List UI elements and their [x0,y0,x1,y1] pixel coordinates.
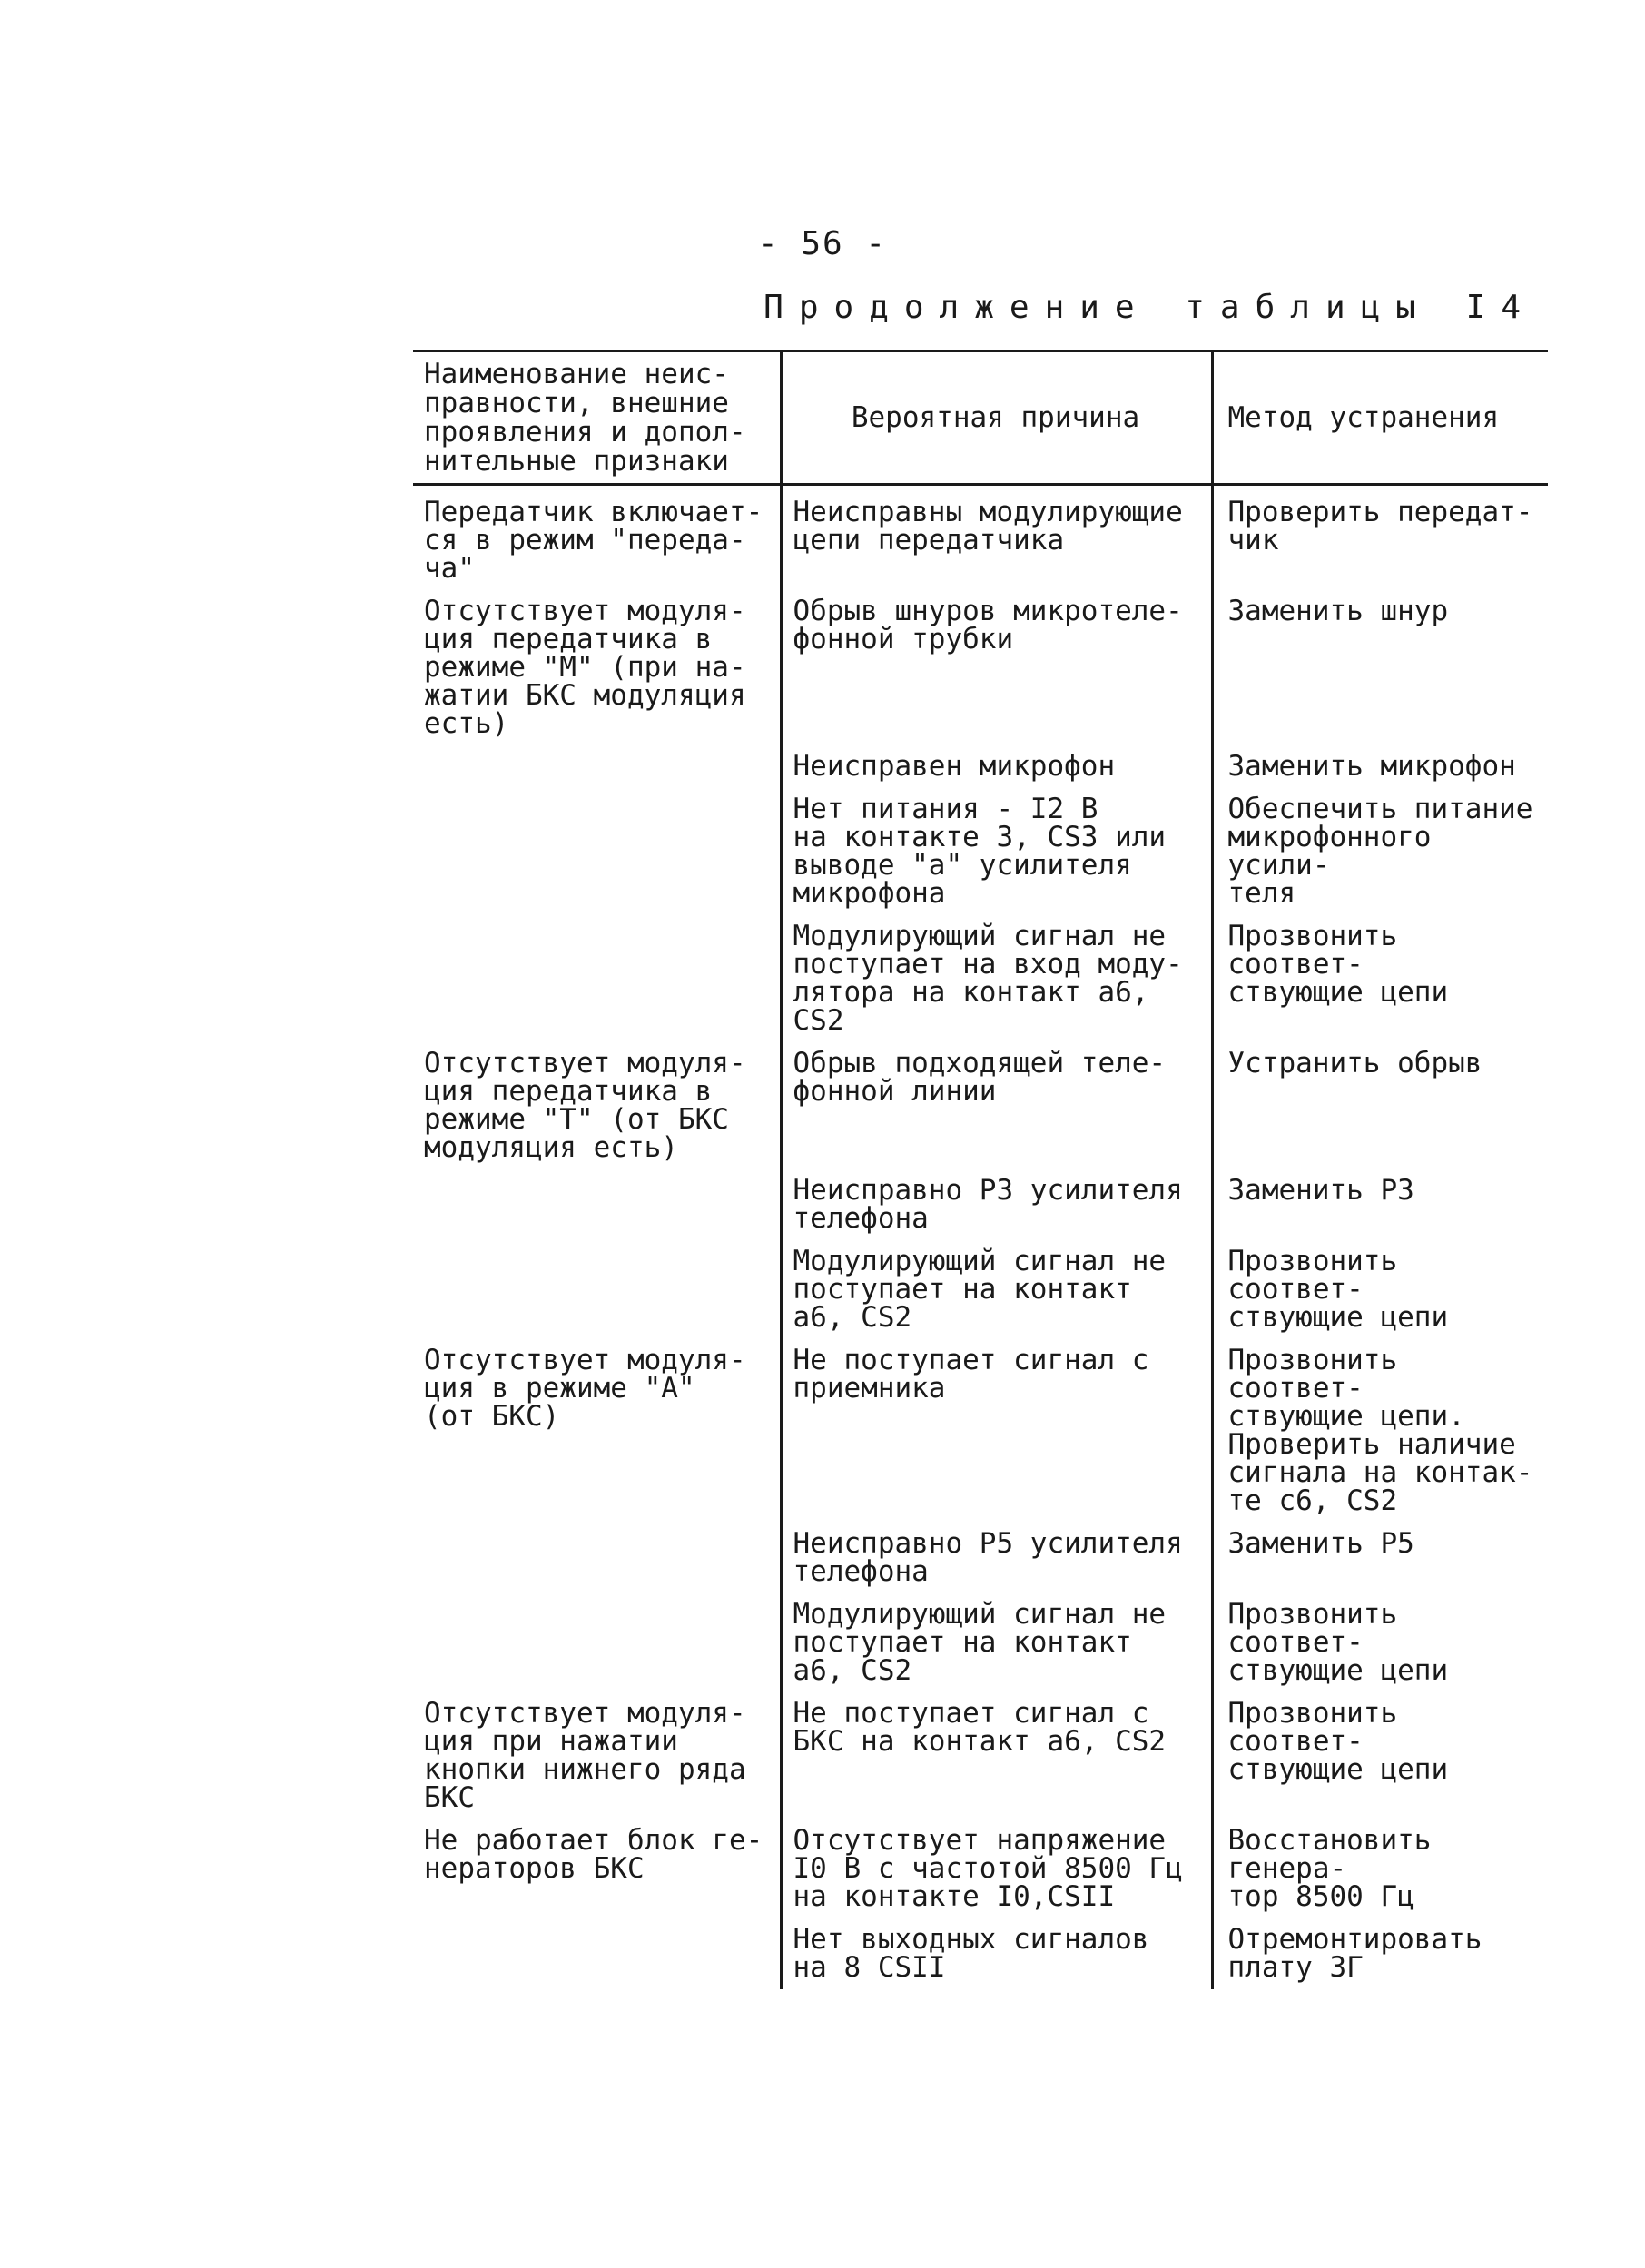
table-row [413,1523,1548,1593]
table-row [413,485,1548,591]
remedy-cell: Восстановить генера- тор 8500 Гц [1212,1819,1548,1918]
cause-cell: Отсутствует напряжение I0 В с частотой 8500 Гц на контакте I0,CSII [781,1819,1212,1918]
table-row [413,745,1548,788]
fault-cell [413,788,781,915]
remedy-cell: Устранить обрыв [1212,1042,1548,1169]
table-body [413,485,1548,1990]
header-fault-name: Наименование неис- правности, внешние проявления и допол- нительные признаки [413,351,781,485]
fault-cell [413,1169,781,1240]
fault-table [413,350,1548,1989]
remedy-cell: Заменить Р3 [1212,1169,1548,1240]
header-row [413,351,1548,485]
header-remedy-method: Метод устранения [1212,351,1548,485]
table-row [413,1692,1548,1819]
fault-cell [413,1240,781,1339]
remedy-cell: Отремонтировать плату ЗГ [1212,1918,1548,1989]
cause-cell: Модулирующий сигнал не поступает на контакт а6, CS2 [781,1593,1212,1692]
table-continuation-label: Продолжение таблицы I4 [763,289,1536,326]
fault-cell: Отсутствует модуля- ция при нажатии кнопки нижнего ряда БКС [424,1697,746,1814]
cause-cell: Модулирующий сигнал не поступает на вход моду- лятора на контакт а6, CS2 [781,915,1212,1042]
remedy-cell: Заменить шнур [1212,590,1548,745]
table-row [413,1918,1548,1989]
fault-cell: Передатчик включает- ся в режим "переда- ча" [424,496,763,585]
remedy-cell: Прозвонить соответ- ствующие цепи [1212,1240,1548,1339]
fault-cell [413,1523,781,1593]
cause-cell: Модулирующий сигнал не поступает на контакт а6, CS2 [781,1240,1212,1339]
remedy-cell: Заменить микрофон [1212,745,1548,788]
table-header [413,351,1548,485]
cause-cell: Неисправно Р3 усилителя телефона [781,1169,1212,1240]
remedy-cell: Прозвонить соответ- ствующие цепи. Проверить наличие сигнала на контак- те с6, CS2 [1212,1339,1548,1523]
fault-cell [413,915,781,1042]
remedy-cell: Заменить Р5 [1212,1523,1548,1593]
remedy-cell: Проверить передат- чик [1212,485,1548,591]
fault-cell [413,1918,781,1989]
fault-cell [413,1593,781,1692]
remedy-cell: Прозвонить соответ- ствующие цепи [1212,1692,1548,1819]
page-number: - 56 - [757,225,888,262]
fault-cell: Отсутствует модуля- ция передатчика в режиме "М" (при на- жатии БКС модуляция есть) [424,595,746,740]
table-row [413,590,1548,745]
cause-cell: Не поступает сигнал с приемника [781,1339,1212,1523]
remedy-cell: Обеспечить питание микрофонного усили- теля [1212,788,1548,915]
table-row [413,1240,1548,1339]
fault-cell: Отсутствует модуля- ция передатчика в режиме "Т" (от БКС модуляция есть) [424,1047,746,1164]
cause-cell: Обрыв подходящей теле- фонной линии [781,1042,1212,1169]
fault-cell: Не работает блок ге- нераторов БКС [424,1824,763,1885]
table-row [413,1339,1548,1523]
cause-cell: Неисправно Р5 усилителя телефона [781,1523,1212,1593]
cause-cell: Обрыв шнуров микротеле- фонной трубки [781,590,1212,745]
cause-cell: Неисправен микрофон [781,745,1212,788]
cause-cell: Нет питания - I2 В на контакте 3, CS3 или выводе "а" усилителя микрофона [781,788,1212,915]
remedy-cell: Прозвонить соответ- ствующие цепи [1212,1593,1548,1692]
table-row [413,1169,1548,1240]
cause-cell: Неисправны модулирующие цепи передатчика [781,485,1212,591]
table-row [413,915,1548,1042]
cause-cell: Нет выходных сигналов на 8 CSII [781,1918,1212,1989]
table-row [413,1593,1548,1692]
fault-cell [413,745,781,788]
table-row [413,1042,1548,1169]
table-row [413,788,1548,915]
fault-table-container [413,350,1548,1989]
remedy-cell: Прозвонить соответ- ствующие цепи [1212,915,1548,1042]
cause-cell: Не поступает сигнал с БКС на контакт а6, CS2 [781,1692,1212,1819]
header-probable-cause: Вероятная причина [781,351,1212,485]
fault-cell: Отсутствует модуля- ция в режиме "А" (от БКС) [424,1344,746,1433]
table-row [413,1819,1548,1918]
